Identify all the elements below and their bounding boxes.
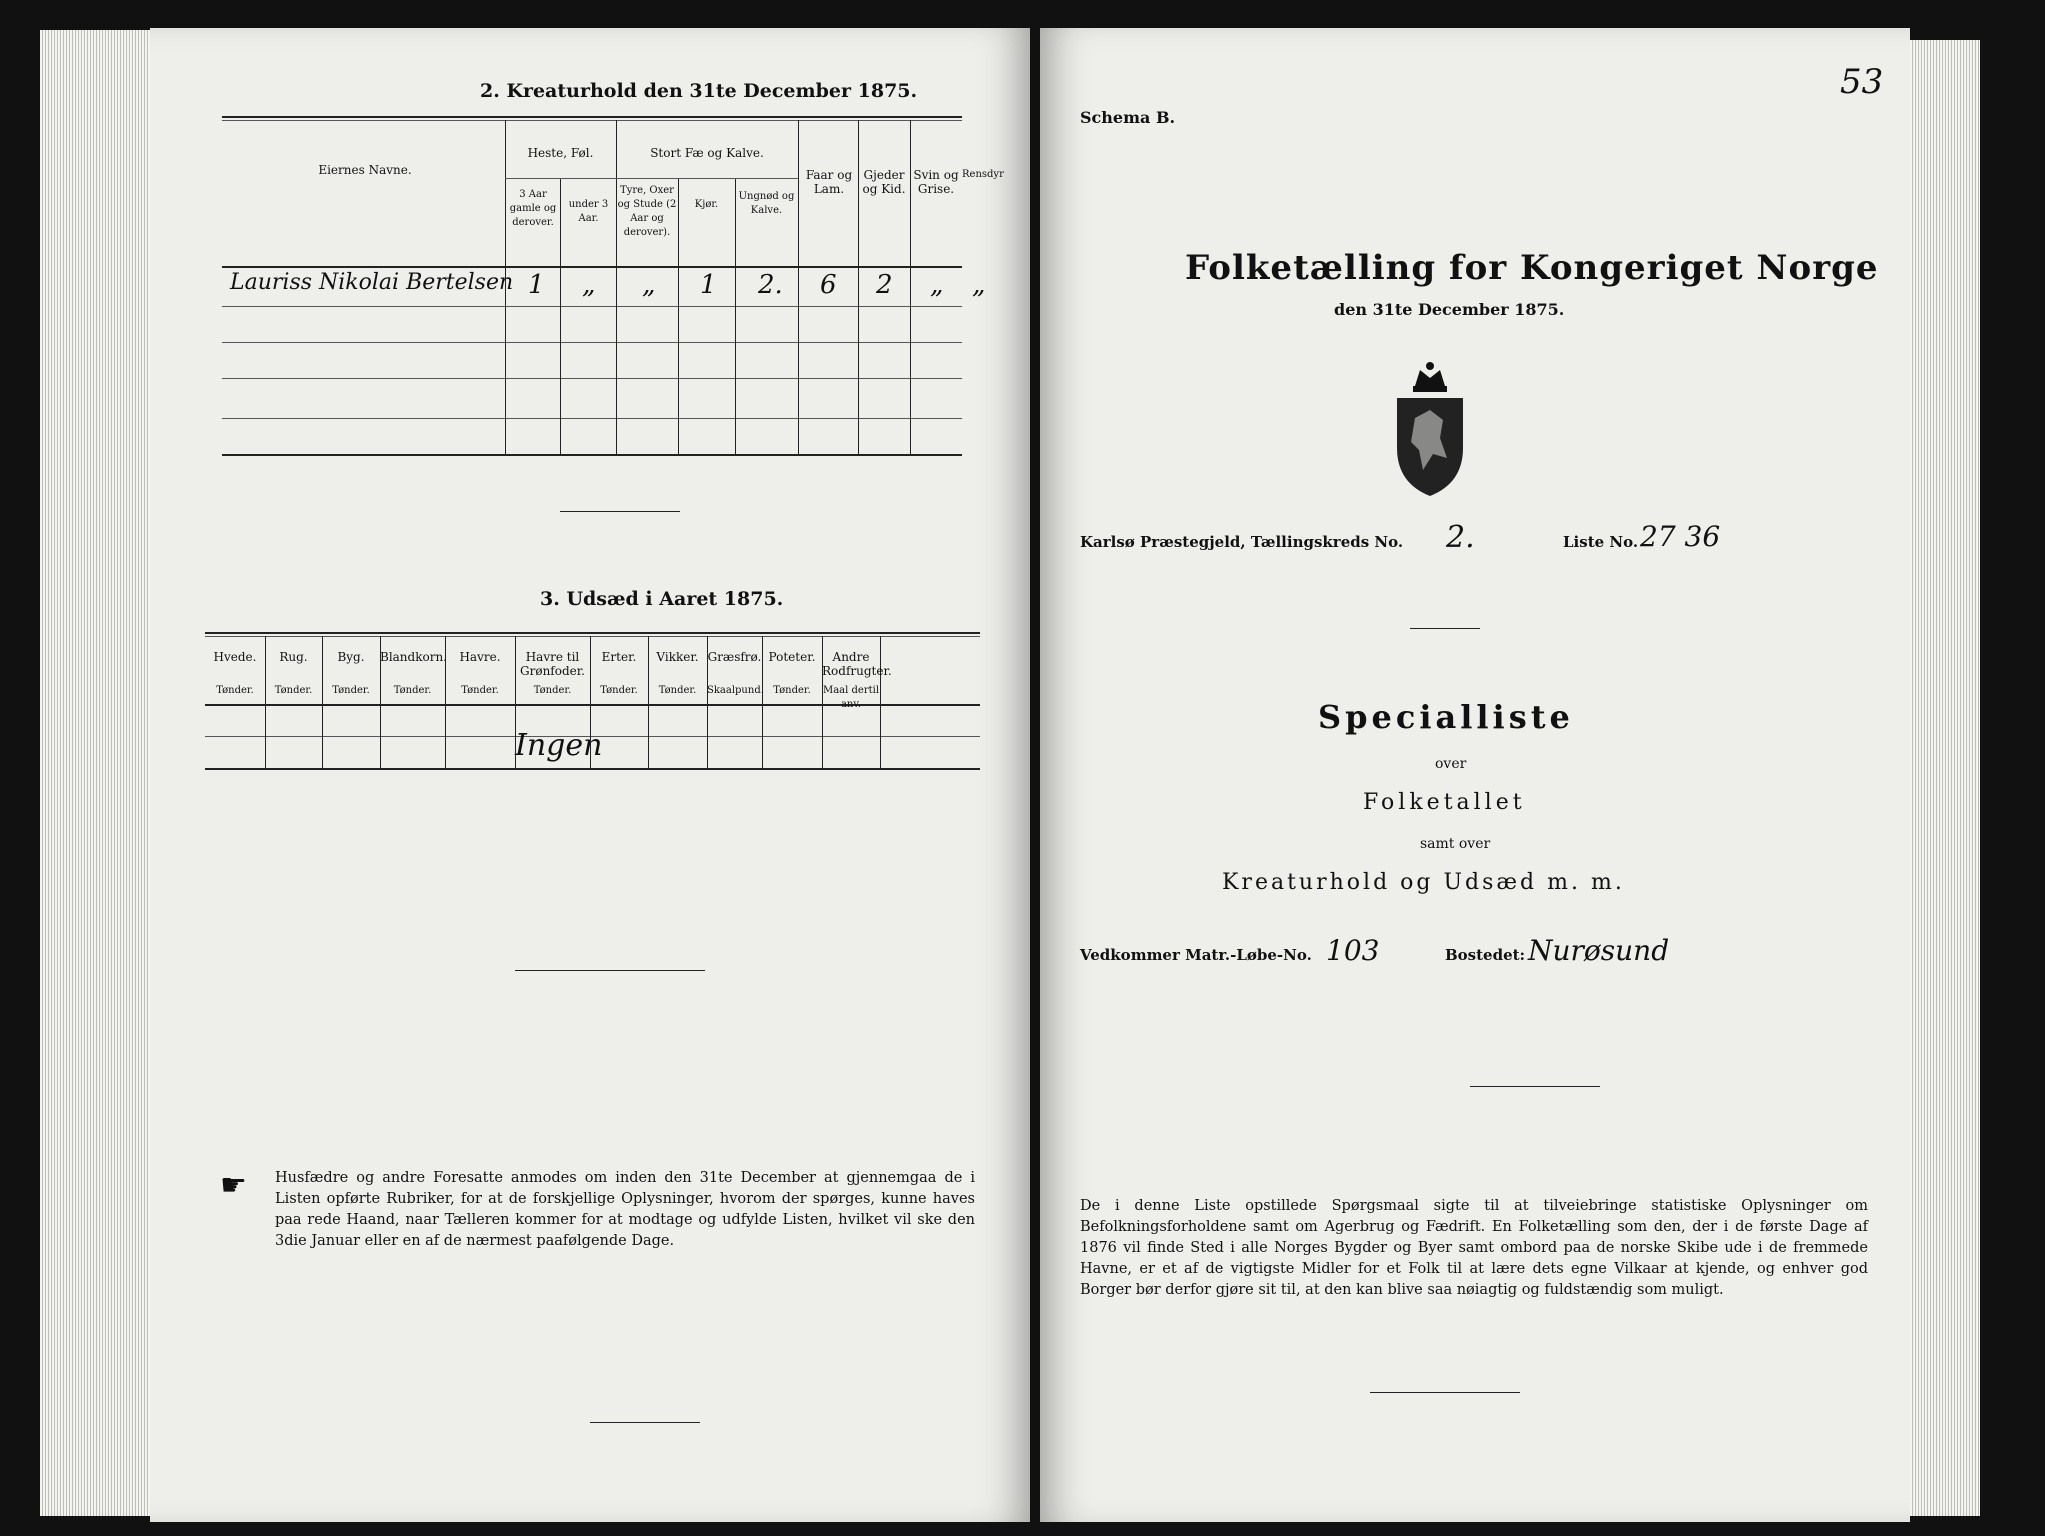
- sheep-value: 6: [820, 270, 837, 300]
- bosted-value: Nurøsund: [1528, 934, 1670, 967]
- folketallet-text: Folketallet: [1363, 790, 1526, 815]
- coat-of-arms-icon: [1385, 358, 1475, 498]
- section3-unit-label: Tønder.: [274, 685, 313, 696]
- section3-unit-label: Maal dertil anv.: [822, 685, 880, 710]
- section3-col-header: Andre Rodfrugter.: [822, 650, 892, 678]
- section3-unit-label: Tønder.: [393, 685, 432, 696]
- section3-unit-label: Tønder.: [216, 685, 254, 696]
- notice-text: Husfædre og andre Foresatte anmodes om inden den 31te December at gjennemgaa de i Listen opførte Rubriker, for at de forskjellige Oplysninger, hvorom der spørges, kunne haves paa rede Haand, naar Tælleren kommer for at modtage og udfylde Listen, hvilket vil ske den 3die Januar eller en af de nærmest paafølgende Dage.: [275, 1170, 975, 1249]
- section3-unit-label: Tønder.: [658, 685, 697, 696]
- section3-col-header: Hvede.: [213, 650, 257, 664]
- reindeer-value: „: [972, 270, 986, 300]
- list-label: Liste No.: [1563, 533, 1639, 551]
- section3-col-header: Rug.: [279, 650, 308, 664]
- section3-entry: Ingen: [515, 728, 603, 763]
- section3-col-header: Havre til Grønfoder.: [520, 650, 585, 678]
- matr-value: 103: [1326, 934, 1380, 967]
- section2-title: 2. Kreaturhold den 31te December 1875.: [480, 80, 918, 102]
- section3-col-header: Erter.: [601, 650, 637, 664]
- horses-under3-value: „: [582, 270, 596, 300]
- col-owner-header: Eiernes Navne.: [318, 163, 412, 177]
- date-line: den 31te December 1875.: [1334, 300, 1565, 319]
- main-title: Folketælling for Kongeriget Norge: [1185, 248, 1879, 288]
- matr-label: Vedkommer Matr.-Løbe-No.: [1080, 946, 1312, 964]
- list-number: 27 36: [1640, 520, 1721, 553]
- col-sheep-header: Faar og Lam.: [805, 168, 853, 196]
- section3-col-header: Vikker.: [656, 650, 699, 664]
- divider: [1470, 1086, 1600, 1087]
- group-horses-header: Heste, Føl.: [527, 146, 594, 160]
- horses-3plus-value: 1: [528, 270, 545, 300]
- young-value: 2.: [758, 270, 783, 300]
- section3-col-header: Blandkorn.: [380, 650, 447, 664]
- bulls-value: „: [642, 270, 656, 300]
- samt-over-text: samt over: [1420, 836, 1491, 852]
- col-pigs-header: Svin og Grise.: [913, 168, 959, 196]
- right-page: [1040, 28, 1910, 1522]
- owner-name: Lauriss Nikolai Bertelsen: [230, 270, 514, 295]
- divider: [1370, 1392, 1520, 1393]
- col-young-header: Ungnød og Kalve.: [738, 191, 795, 216]
- section3-unit-label: Tønder.: [332, 685, 370, 696]
- section3-unit-label: Tønder.: [533, 685, 572, 696]
- pigs-value: „: [930, 270, 944, 300]
- col-reindeer-header: Rensdyr: [962, 169, 1004, 180]
- section3-col-header: Poteter.: [768, 650, 816, 664]
- schema-label: Schema B.: [1080, 108, 1176, 127]
- over-text: over: [1435, 756, 1467, 772]
- left-page: [150, 28, 1030, 1522]
- section3-unit-label: Tønder.: [600, 685, 638, 696]
- kreaturhold-text: Kreaturhold og Udsæd m. m.: [1222, 870, 1625, 895]
- divider: [515, 970, 705, 971]
- footer-text: De i denne Liste opstillede Spørgsmaal sigte til at tilveiebringe statistiske Oplysninger om Befolkningsforholdene samt om Agerbrug og Fædrift. En Folketælling som den, der i de første Dage af 1876 vil finde Sted i alle Norges Bygder og Byer samt ombord paa de norske Skibe ude i de fremmede Havne, er et af de vigtigste Midler for et Folk til at lære dets egne Vilkaar at kjende, og enhver god Borger bør derfor gjøre sit til, at den kan blive saa nøiagtig og fuldstændig som muligt.: [1080, 1198, 1868, 1298]
- goats-value: 2: [876, 270, 893, 300]
- section3-unit-label: Tønder.: [461, 685, 499, 696]
- district-number: 2.: [1446, 520, 1475, 555]
- section3-col-header: Havre.: [459, 650, 501, 664]
- section3-title: 3. Udsæd i Aaret 1875.: [540, 588, 784, 610]
- cows-value: 1: [700, 270, 717, 300]
- section3-unit-label: Tønder.: [773, 685, 811, 696]
- col-cows-header: Kjør.: [694, 199, 719, 210]
- pointing-hand-icon: ☛: [220, 1168, 247, 1203]
- divider: [560, 511, 680, 512]
- section3-col-header: Byg.: [337, 650, 365, 664]
- group-cattle-header: Stort Fæ og Kalve.: [650, 146, 764, 160]
- bosted-label: Bostedet:: [1445, 946, 1526, 964]
- divider: [590, 1422, 700, 1423]
- page-number: 53: [1840, 62, 1884, 102]
- section3-col-header: Græsfrø.: [707, 650, 762, 664]
- specialliste-title: Specialliste: [1318, 698, 1574, 736]
- col-bulls-header: Tyre, Oxer og Stude (2 Aar og derover).: [617, 185, 677, 238]
- section3-unit-label: Skaalpund.: [707, 685, 764, 696]
- left-page-edges: [40, 30, 150, 1516]
- right-page-edges: [1910, 40, 1980, 1516]
- col-goats-header: Gjeder og Kid.: [862, 168, 906, 196]
- divider: [1410, 628, 1480, 629]
- col-horses-under3-header: under 3 Aar.: [568, 199, 609, 224]
- col-horses-3plus-header: 3 Aar gamle og derover.: [509, 189, 557, 228]
- district-label: Karlsø Præstegjeld, Tællingskreds No.: [1080, 533, 1404, 551]
